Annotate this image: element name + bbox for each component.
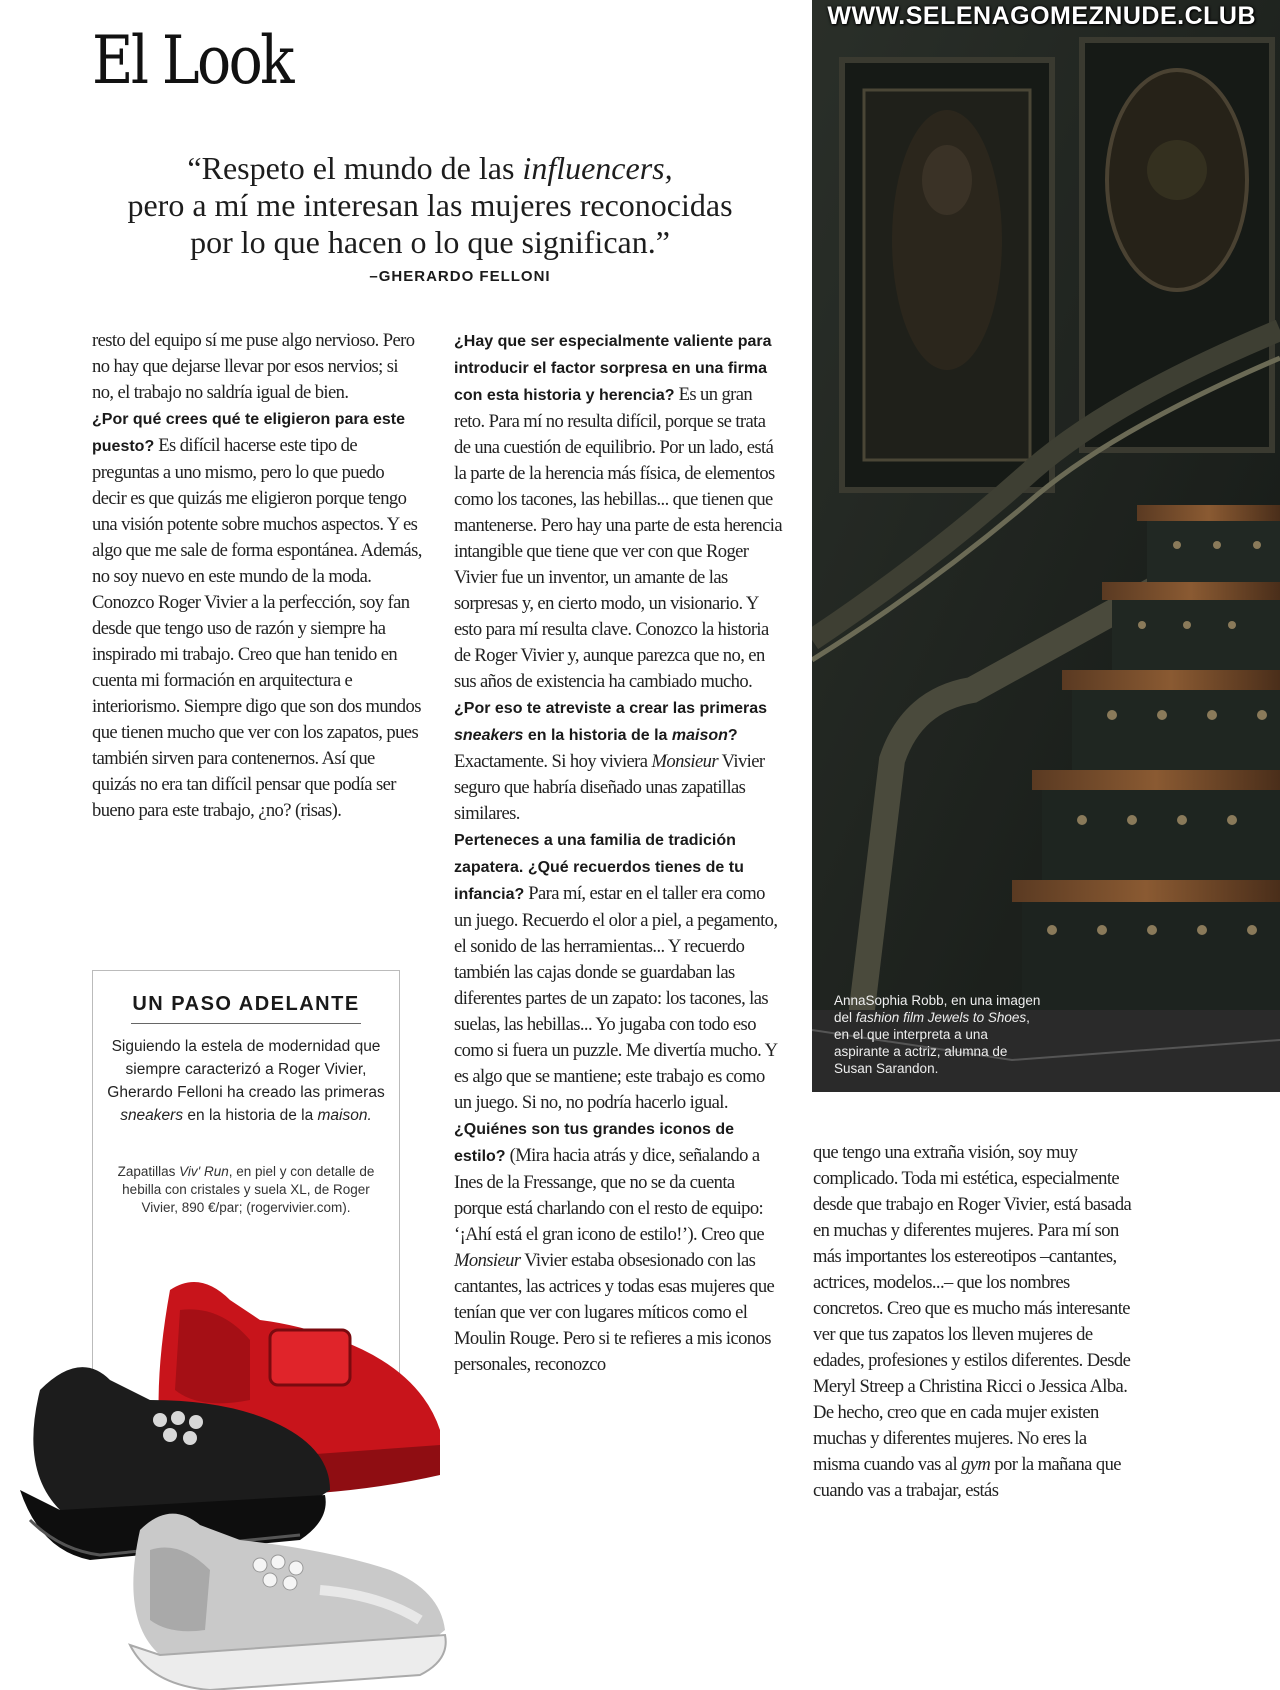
interview-question: ¿Hay que ser especialmente valiente para introducir el factor sorpresa en una firma con esta historia y herencia? (454, 333, 772, 404)
article-column-3 (813, 1140, 1133, 1504)
paragraph: ¿Por qué crees qué te eligieron para este puesto? Es difícil hacerse este tipo de preguntas a uno mismo, pero lo que puedo decir es que quizás me eligieron porque tengo una visión potente sobre muchos aspectos. Y es algo que me sale de forma espontánea. Además, no soy nuevo en este mundo de la moda. Conozco Roger Vivier a la perfección, soy fan desde que tengo uso de razón y siempre ha inspirado mi trabajo. Creo que han tenido en cuenta mi formación en arquitectura e interiorismo. Siempre digo que son dos mundos que tienen mucho que ver con los zapatos, pues también sirven para contenernos. Así que quizás no era tan difícil pensar que podía ser bueno para este trabajo, ¿no? (risas). (92, 411, 422, 821)
sidebar-divider (131, 1023, 361, 1024)
pull-quote: “Respeto el mundo de las influencers, pero a mí me interesan las mujeres reconocidas por lo que hacen o lo que significan.” (127, 150, 733, 260)
staircase-illustration (812, 0, 1280, 1092)
product-credit: Zapatillas Viv' Run, en piel y con detalle de hebilla con cristales y suela XL, de Roger Vivier, 890 €/par; (rogervivier.com). (117, 1164, 375, 1215)
paragraph: resto del equipo sí me puse algo nervioso. Pero no hay que dejarse llevar por esos nervios; si no, el trabajo no saldría igual de bien. (92, 330, 415, 403)
quote-author: –GHERARDO FELLONI (369, 268, 551, 285)
paragraph: ¿Hay que ser especialmente valiente para introducir el factor sorpresa en una firma con esta historia y herencia? Es un gran reto. Para mí no resulta difícil, porque se trata de una cuestión de equilibrio. Por un lado, está la parte de la herencia más física, de elementos como los tacones, las hebillas... que tienen que mantenerse. Pero hay una parte de esta herencia intangible que tiene que ver con que Roger Vivier fue un inventor, un amante de las sorpresas y, en cierto modo, un visionario. Y esto para mí resulta clave. Conozco la historia de Roger Vivier y, aunque parezca que no, en sus años de existencia ha cambiado mucho. (454, 333, 783, 692)
paragraph: Perteneces a una familia de tradición zapatera. ¿Qué recuerdos tienes de tu infancia? Para mí, estar en el taller era como un juego. Recuerdo el olor a piel, a pegamento, el sonido de las herramientas... Y recuerdo también las cajas donde se guardaban las diferentes partes de un zapato: los tacones, las suelas, las hebillas... Yo jugaba con todo eso como si fuera un puzzle. Me divertía mucho. Y es algo que se mantiene; este trabajo es como un juego. Si no, no podría hacerlo igual. (454, 832, 778, 1113)
article-column-1 (92, 328, 422, 824)
sidebar-text: Siguiendo la estela de modernidad que siempre caracterizó a Roger Vivier, Gherardo Felloni ha creado las primeras sneakers en la historia de la maison. (107, 1038, 385, 1124)
paragraph: que tengo una extraña visión, soy muy complicado. Toda mi estética, especialmente desde que trabajo en Roger Vivier, está basada en muchas y diferentes mujeres. Para mí son más importantes los estereotipos –cantantes, actrices, modelos...– que los nombres concretos. Creo que es mucho más interesante ver que tus zapatos los lleven mujeres de edades, profesiones y estilos diferentes. Desde Meryl Streep a Christina Ricci o Jessica Alba. De hecho, creo que en cada mujer existen muchas y diferentes mujeres. No eres la misma cuando vas al gym por la mañana que cuando vas a trabajar, estás (813, 1142, 1132, 1501)
interview-question: Perteneces a una familia de tradición zapatera. ¿Qué recuerdos tienes de tu infancia? (454, 832, 744, 903)
interview-question: ¿Quiénes son tus grandes iconos de estilo? (454, 1121, 735, 1165)
article-column-2 (454, 328, 784, 1378)
interview-question: ¿Por eso te atreviste a crear las primeras sneakers en la historia de la maison? (454, 700, 768, 744)
paragraph: ¿Por eso te atreviste a crear las primeras sneakers en la historia de la maison? Exactamente. Si hoy viviera Monsieur Vivier seguro que habría diseñado unas zapatillas similares. (454, 700, 768, 824)
watermark: WWW.SELENAGOMEZNUDE.CLUB (827, 2, 1256, 30)
sneakers-image (0, 1250, 480, 1690)
sidebar-title: UN PASO ADELANTE (132, 993, 360, 1015)
photo-caption: AnnaSophia Robb, en una imagen del fashion film Jewels to Shoes, en el que interpreta a una aspirante a actriz, alumna de Susan Sarandon. (834, 993, 1041, 1076)
paragraph: ¿Quiénes son tus grandes iconos de estilo? (Mira hacia atrás y dice, señalando a Ines de la Fressange, que no se da cuenta porque está charlando con el resto de equipo: ‘¡Ahí está el gran icono de estilo!’). Creo que Monsieur Vivier estaba obsesionado con las cantantes, las actrices y todas esas mujeres que tenían que ver con lugares míticos como el Moulin Rouge. Pero si te refieres a mis iconos personales, reconozco (454, 1121, 775, 1375)
section-title: El Look (92, 22, 293, 99)
interview-question: ¿Por qué crees qué te eligieron para este puesto? (92, 411, 405, 455)
staircase-photo (812, 0, 1280, 1092)
